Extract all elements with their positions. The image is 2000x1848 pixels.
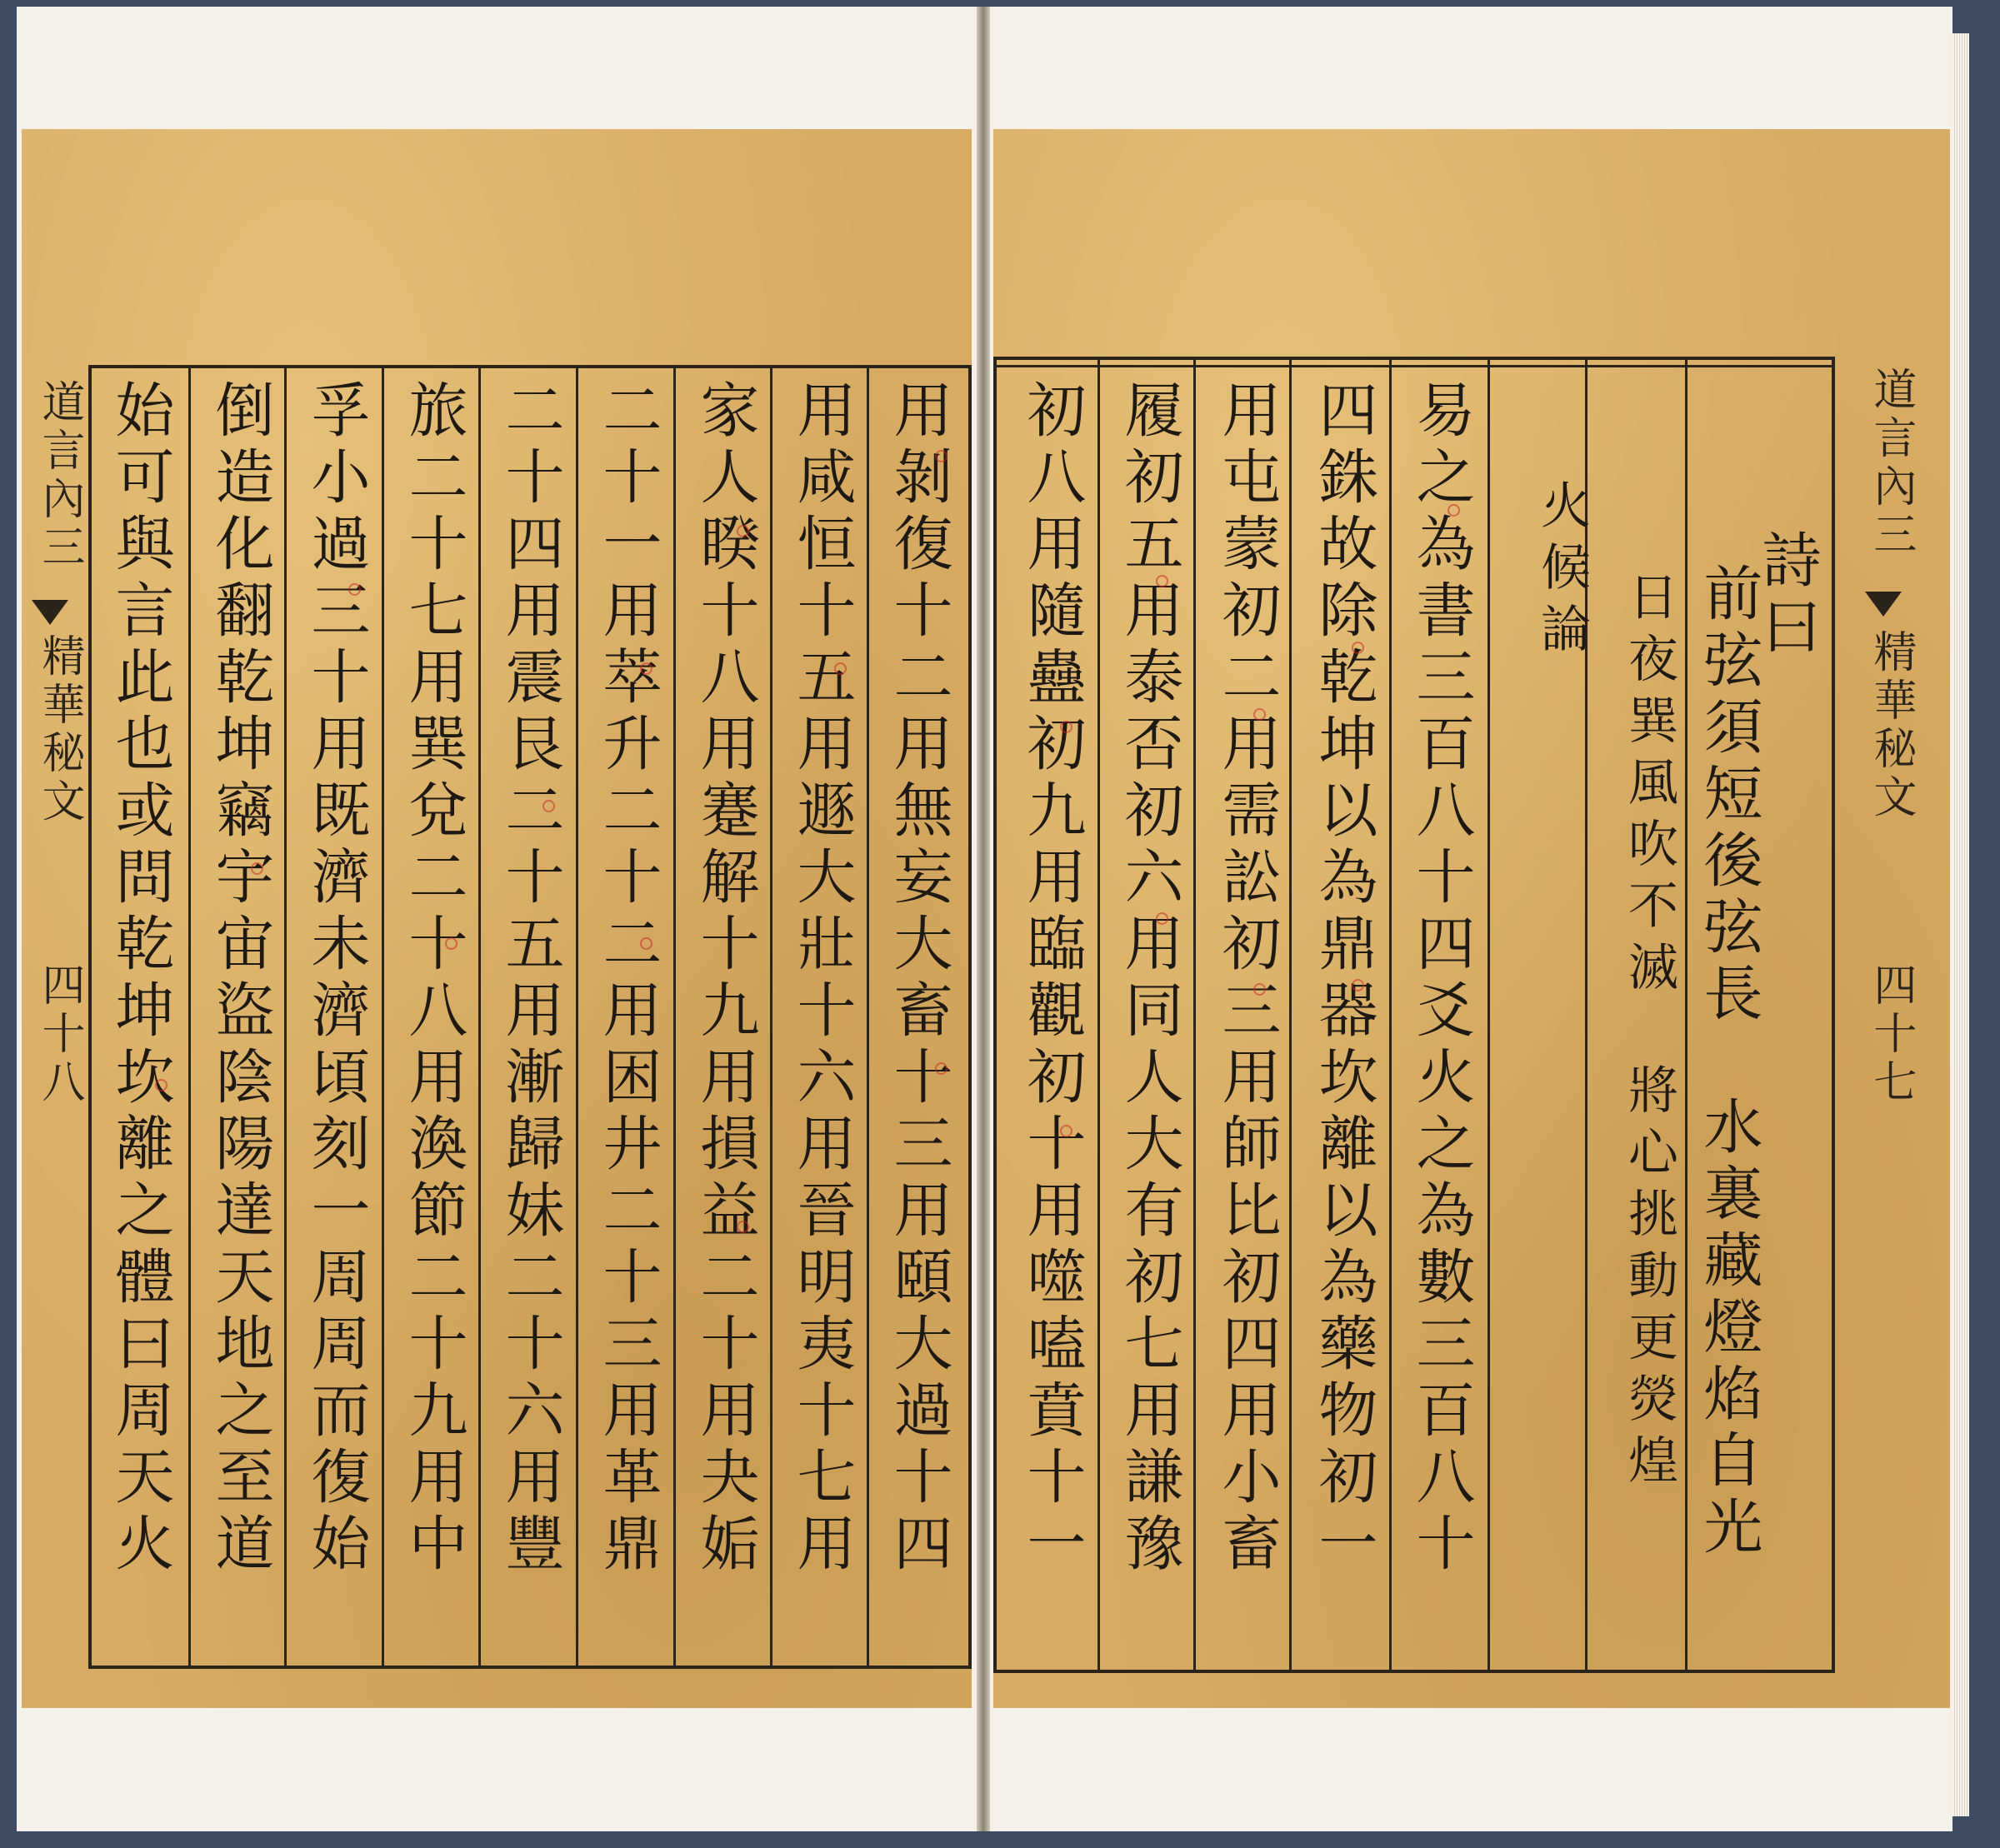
book-gutter	[977, 7, 990, 1831]
text-column: 倒造化翻乾坤竊宇宙盜陰陽達天地之至道	[206, 379, 275, 1579]
open-book	[17, 0, 1958, 1837]
text-column: 四銖故除乾坤以為鼎器坎離以為藥物初一	[1309, 379, 1378, 1579]
page-edges	[1952, 33, 1969, 1816]
text-column: 用剝復十二用無妄大畜十三用頤大過十四	[884, 379, 953, 1579]
poem-label: 詩曰	[1752, 529, 1822, 662]
text-column: 家人睽十八用蹇解十九用損益二十用夬姤	[691, 379, 760, 1579]
text-column: 履初五用泰否初六用同人大有初七用謙豫	[1115, 379, 1184, 1579]
text-column: 始可與言此也或問乾坤坎離之體曰周天火	[106, 379, 175, 1579]
text-column: 二十四用震艮二十五用漸歸妹二十六用豐	[496, 379, 565, 1579]
text-column: 孚小過三十用既濟未濟頃刻一周周而復始	[302, 379, 371, 1579]
poem-line: 日夜巽風吹不滅 將心挑動更熒煌	[1620, 571, 1678, 1496]
folio-number: 四十八	[34, 962, 84, 1107]
margin-subtitle: 精華秘文	[1866, 629, 1916, 822]
margin-title: 道言內三	[1866, 367, 1916, 560]
text-column: 易之為書三百八十四爻火之為數三百八十	[1407, 379, 1476, 1579]
fish-tail-mark	[1865, 592, 1902, 617]
section-title: 火候論	[1532, 479, 1591, 664]
text-column: 初八用隨蠱初九用臨觀初十用噬嗑賁十一	[1018, 379, 1087, 1579]
left-page	[22, 129, 972, 1708]
fish-tail-mark	[32, 600, 68, 625]
text-column: 二十一用萃升二十二用困井二十三用革鼎	[593, 379, 662, 1579]
folio-number: 四十七	[1866, 962, 1916, 1107]
margin-title: 道言內三	[34, 379, 84, 572]
text-column: 用咸恒十五用遯大壯十六用晉明夷十七用	[788, 379, 857, 1579]
right-page	[993, 129, 1950, 1708]
poem-line: 前弦須短後弦長 水裏藏燈焰自光	[1694, 562, 1763, 1562]
text-column: 用屯蒙初二用需訟初三用師比初四用小畜	[1212, 379, 1282, 1579]
text-column: 旅二十七用巽兌二十八用渙節二十九用中	[399, 379, 468, 1579]
margin-subtitle: 精華秘文	[34, 633, 84, 827]
